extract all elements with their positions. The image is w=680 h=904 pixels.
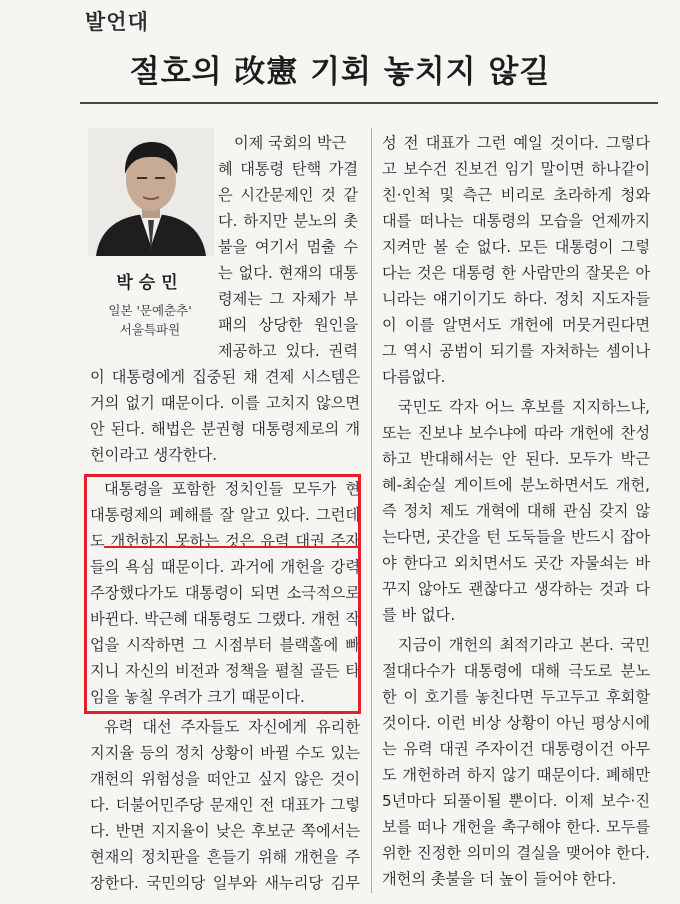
column-2-line: 다름없다.	[382, 368, 446, 386]
column-2-line: 5년마다 되풀이될 뿐이다. 이제 보수·진	[382, 792, 650, 810]
column-2-line: 지금이 개헌의 최적기라고 본다. 국민	[398, 636, 650, 654]
column-2-line: 이 이를 알면서도 개헌에 머뭇거린다면	[382, 316, 650, 334]
column-1-line: 거의 없기 때문이다. 이를 고치지 않으면	[90, 394, 360, 412]
column-1-line: 대통령을 포함한 정치인들 모두가 현	[104, 480, 360, 498]
section-label: 발언대	[85, 10, 149, 34]
column-1-line: 이제 국회의 박근	[234, 134, 347, 152]
column-divider	[371, 128, 372, 893]
column-2-line: 절대다수가 대통령에 대해 극도로 분노	[382, 662, 650, 680]
author-affiliation-line1: 일본 '문예춘추'	[108, 303, 192, 318]
column-2-line: 하고 반대해서는 안 된다. 모두가 박근	[382, 450, 650, 468]
column-1-line: 도 개헌하지 못하는 것은 유력 대권 주자	[90, 532, 360, 550]
column-1-line: 유력 대선 주자들도 자신에게 유리한	[104, 718, 360, 736]
author-byline	[84, 268, 216, 339]
column-2-line: 꾸지 않아도 괜찮다고 생각하는 것과 다	[382, 580, 650, 598]
highlight-underline	[104, 546, 359, 548]
author-name: 박승민	[116, 273, 184, 293]
column-2-line: 다는 것은 대통령 한 사람만의 잘못은 아	[382, 264, 650, 282]
highlight-box	[84, 474, 361, 714]
column-1-line: 패의 상당한 원인을	[218, 316, 358, 334]
column-1-line: 장한다. 국민의당 일부와 새누리당 김무	[90, 874, 360, 892]
column-2-line: 대를 떠나는 대통령의 모습을 언제까지	[382, 212, 650, 230]
column-1-line: 제공하고 있다. 권력	[218, 342, 358, 360]
column-2-line: 지켜만 볼 순 없다. 모든 대통령이 그렇	[382, 238, 650, 256]
column-2-line: 국민도 각자 어느 후보를 지지하느냐,	[398, 398, 650, 416]
column-1-line: 헌이라고 생각한다.	[90, 446, 218, 464]
author-affiliation	[84, 301, 216, 339]
column-2-line: 개헌의 촛불을 더 높이 들어야 한다.	[382, 870, 617, 888]
column-1-line: 다. 반면 지지율이 낮은 후보군 쪽에서는	[90, 822, 360, 840]
column-1-line: 개헌의 위험성을 떠안고 싶지 않은 것이	[90, 770, 360, 788]
title-rule	[80, 102, 658, 104]
author-photo	[88, 128, 214, 256]
column-1-line: 지지율 등의 정치 상황이 바뀔 수도 있는	[90, 744, 360, 762]
column-1-line: 들의 욕심 때문이다. 과거에 개헌을 강력	[90, 558, 360, 576]
author-affiliation-line2: 서울특파원	[119, 322, 181, 337]
column-2-line: 도 개헌하려 하지 않기 때문이다. 폐해만	[382, 766, 650, 784]
column-2-line: 위한 진정한 의미의 결실을 맺어야 한다.	[382, 844, 650, 862]
column-1-line: 불을 여기서 멈출 수	[218, 238, 358, 256]
column-1-line: 업을 시작하면 그 시점부터 블랙홀에 빠	[90, 636, 360, 654]
column-1-line: 대통령제의 폐해를 잘 알고 있다. 그런데	[90, 506, 360, 524]
column-2-line: 보를 떠나 개헌을 촉구해야 한다. 모두를	[382, 818, 650, 836]
column-1-line: 혜 대통령 탄핵 가결	[218, 160, 358, 178]
column-1-line: 다. 더불어민주당 문재인 전 대표가 그렇	[90, 796, 360, 814]
column-1-line: 안 된다. 해법은 분권형 대통령제로의 개	[90, 420, 360, 438]
column-1-line: 주장했다가도 대통령이 되면 소극적으로	[90, 584, 360, 602]
column-2-line: 즉 정치 제도 개혁에 대해 관심 갖지 않	[382, 502, 650, 520]
column-1-line: 는 없다. 현재의 대통	[218, 264, 358, 282]
column-2-line: 그 역시 공범이 되기를 자처하는 셈이나	[382, 342, 650, 360]
column-2-line: 야 한다고 외치면서도 곳간 자물쇠는 바	[382, 554, 650, 572]
column-1-line: 다. 하지만 분노의 촛	[218, 212, 358, 230]
column-1-line: 바뀐다. 박근혜 대통령도 그랬다. 개헌 작	[90, 610, 360, 628]
column-2-line: 또는 진보냐 보수냐에 따라 개헌에 찬성	[382, 424, 650, 442]
column-1-line: 임을 놓칠 우려가 크기 때문이다.	[90, 688, 305, 706]
headline: 절호의 改憲 기회 놓치지 않길	[129, 54, 551, 90]
column-1-line: 지니 자신의 비전과 정책을 펼칠 골든 타	[90, 662, 360, 680]
column-2-line: 친·인척 및 측근 비리로 초라하게 청와	[382, 186, 650, 204]
column-2-line: 것이다. 이런 비상 상황이 아닌 평상시에	[382, 714, 650, 732]
column-2-line: 고 보수건 진보건 임기 말이면 하나같이	[382, 160, 650, 178]
column-2-line: 성 전 대표가 그런 예일 것이다. 그렇다	[382, 134, 650, 152]
column-2-line: 를 바 없다.	[382, 606, 456, 624]
column-1-line: 은 시간문제인 것 같	[218, 186, 358, 204]
column-2-line: 혜-최순실 게이트에 분노하면서도 개헌,	[382, 476, 650, 494]
column-1-line: 현재의 정치판을 흔들기 위해 개헌을 주	[90, 848, 360, 866]
column-2-line: 한 이 호기를 놓친다면 두고두고 후회할	[382, 688, 650, 706]
column-2-line: 니라는 얘기이기도 하다. 정치 지도자들	[382, 290, 650, 308]
column-2-line: 는 유력 대권 주자이건 대통령이건 아무	[382, 740, 650, 758]
column-1-line: 이 대통령에게 집중된 채 견제 시스템은	[90, 368, 360, 386]
column-1-line: 령제는 그 자체가 부	[218, 290, 358, 308]
column-2-line: 는다면, 곳간을 턴 도둑들을 반드시 잡아	[382, 528, 650, 546]
